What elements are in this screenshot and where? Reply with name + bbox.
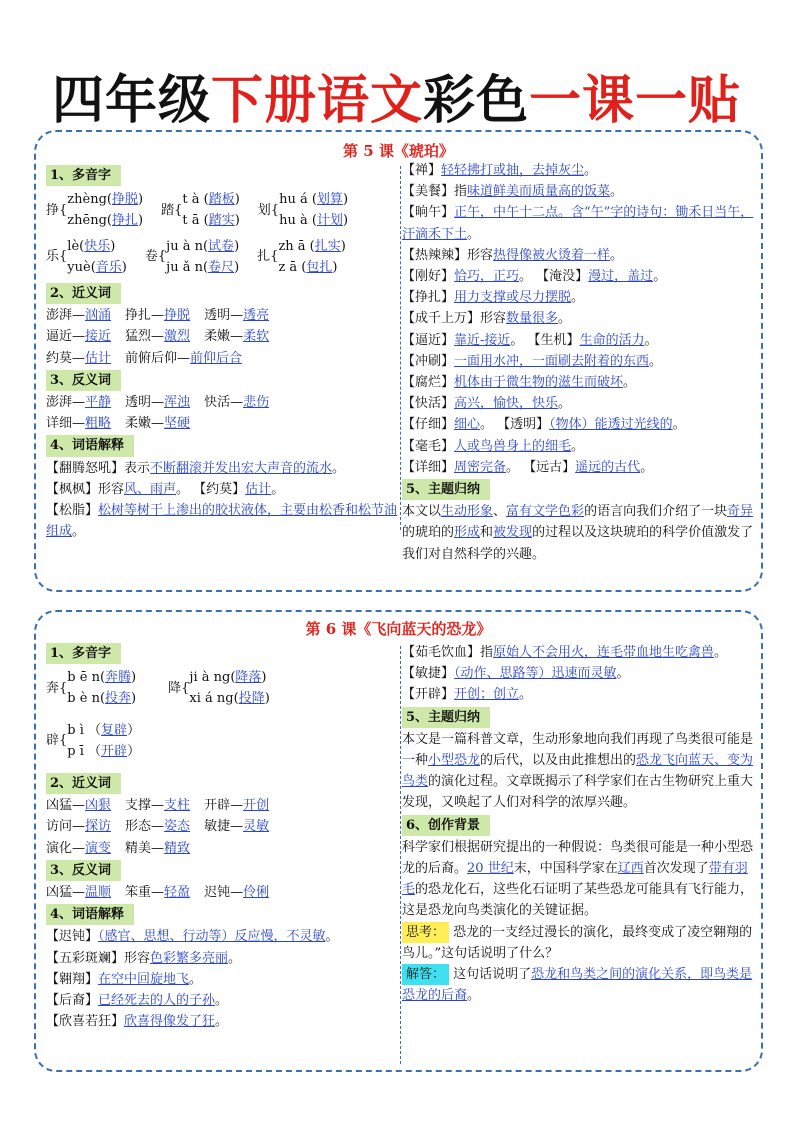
synonym-row: 澎湃—汹涌 挣扎—挣脱 透明—透亮 bbox=[46, 308, 270, 324]
explanation-item: 【松脂】松树等树干上渗出的胶状液体，主要由松香和松节油组成。 bbox=[46, 503, 398, 540]
question-label: 思考： bbox=[402, 922, 449, 943]
page-title: 四年级下册语文彩色一课一贴 bbox=[51, 71, 742, 131]
synonym-row: 凶猛—凶狠 支撑—支柱 开辟—开创 bbox=[46, 798, 270, 814]
answer-text: 解答： 这句话说明了恐龙和鸟类之间的演化关系，即鸟类是恐龙的后裔。 bbox=[402, 964, 754, 1006]
explanation-item: 【美餐】指味道鲜美而质量高的饭菜。 bbox=[402, 184, 624, 200]
section-header: 3、反义词 bbox=[46, 370, 121, 391]
section-header: 2、近义词 bbox=[46, 773, 121, 794]
explanation-item: 【茹毛饮血】指原始人不会用火，连毛带血地生吃禽兽。 bbox=[402, 645, 728, 660]
synonym-row: 访问—探访 形态—姿态 敏捷—灵敏 bbox=[46, 819, 270, 835]
polyphone-row bbox=[46, 720, 398, 762]
section-header: 3、反义词 bbox=[46, 860, 121, 881]
explanation-item: 【毫毛】人或鸟兽身上的细毛。 bbox=[402, 438, 585, 454]
lesson-5-right-column bbox=[402, 160, 754, 565]
synonym-row: 约莫—估计 前俯后仰—前仰后合 bbox=[46, 350, 243, 366]
theme-text: 本文是一篇科普文章，生动形象地向我们再现了鸟类很可能是一种小型恐龙的后代，以及由此推想出的恐龙飞向蓝天、变为鸟类的演化过程。文章既揭示了科学家们在古生物研究上重大发现，又唤起了人们对科学的浓厚兴趣。 bbox=[402, 731, 754, 811]
lesson-5-left-column bbox=[46, 164, 398, 542]
explanation-item: 【逼近】靠近-接近。 【生机】生命的活力。 bbox=[402, 332, 658, 348]
explanation-item: 【禅】轻轻拂打或抽，去掉灰尘。 bbox=[402, 163, 598, 178]
theme-text: 本文以生动形象、富有文学色彩的语言向我们介绍了一块奇异的琥珀的形成和被发现的过程以及这块琥珀的科学价值激发了我们对自然科学的兴趣。 bbox=[402, 504, 754, 562]
section-header: 2、近义词 bbox=[46, 283, 121, 304]
explanation-item: 【翻腾怒吼】表示不断翻滚并发出宏大声音的流水。 bbox=[46, 460, 346, 476]
explanation-item: 【挣扎】用力支撑或尽力摆脱。 bbox=[402, 290, 585, 306]
section-header: 4、词语解释 bbox=[46, 904, 134, 925]
explanation-item: 【开辟】开创；创立。 bbox=[402, 687, 533, 703]
explanation-item: 【刚好】恰巧，正巧。 【淹没】漫过，盖过。 bbox=[402, 269, 667, 285]
explanation-item: 【敏捷】（动作、思路等）迅速而灵敏。 bbox=[402, 666, 630, 682]
lesson-6-right-column bbox=[402, 642, 754, 1006]
lesson-5-card bbox=[34, 130, 763, 592]
explanation-item: 【快活】高兴，愉快，快乐。 bbox=[402, 396, 572, 412]
explanation-item: 【晌午】正午，中午十二点。含“午”字的诗句：锄禾日当午，汗滴禾下土。 bbox=[402, 205, 754, 242]
section-header: 5、主题归纳 bbox=[402, 707, 490, 728]
explanation-item: 【五彩斑斓】形容色彩繁多亮丽。 bbox=[46, 950, 242, 966]
polyphone-group: 奔 { b ē n(奔腾) b è n(投奔) bbox=[46, 670, 137, 707]
section-header: 6、创作背景 bbox=[402, 815, 490, 836]
section-header: 1、多音字 bbox=[46, 643, 121, 664]
polyphone-group: 划 { hu á (划算) hu à (计划) bbox=[257, 192, 349, 229]
explanation-item: 【欣喜若狂】欣喜得像发了狂。 bbox=[46, 1014, 229, 1030]
explanation-item: 【详细】周密完备。 【远古】遥远的古代。 bbox=[402, 459, 654, 475]
lesson-6-title: 第 6 课《飞向蓝天的恐龙》 bbox=[305, 620, 492, 638]
polyphone-group: 卷 { ju à n(试卷) ju ǎ n(卷尺) bbox=[144, 238, 240, 275]
explanation-item: 【热辣辣】形容热得像被火烫着一样。 bbox=[402, 247, 624, 263]
explanation-item: 【冲刷】一面用水冲，一面刷去附着的东西。 bbox=[402, 353, 663, 369]
polyphone-group: 降 { ji à ng(降落) xi á ng(投降) bbox=[168, 670, 270, 707]
antonym-row: 详细—粗略 柔嫩—坚硬 bbox=[46, 416, 191, 432]
synonym-row: 演化—演变 精美—精致 bbox=[46, 840, 191, 856]
polyphone-group: 辟 { b ì （复辟） p ī （开辟） bbox=[46, 722, 141, 759]
column-divider bbox=[400, 166, 401, 530]
polyphone-group: 踏 { t à (踏板) t ā (踏实) bbox=[161, 192, 240, 229]
explanation-item: 【后裔】已经死去的人的子孙。 bbox=[46, 993, 229, 1009]
polyphone-row bbox=[46, 236, 398, 278]
polyphone-row bbox=[46, 189, 398, 231]
question-text: 思考： 恐龙的一支经过漫长的演化，最终变成了凌空翱翔的鸟儿。”这句话说明了什么？ bbox=[402, 922, 754, 964]
polyphone-group: 扎 { zh ā (扎实) z ā (包扎) bbox=[257, 238, 346, 275]
section-header: 4、词语解释 bbox=[46, 435, 134, 456]
lesson-6-left-column bbox=[46, 642, 398, 1032]
background-text: 科学家们根据研究提出的一种假说：鸟类很可能是一种小型恐龙的后裔。20 世纪末，中国科学家在辽西首次发现了带有羽毛的恐龙化石，这些化石证明了某些恐龙可能具有飞行能力，这是恐龙向鸟类演化的关键证据。 bbox=[402, 839, 754, 919]
antonym-row: 澎湃—平静 透明—浑浊 快活—悲伤 bbox=[46, 395, 270, 411]
section-header: 5、主题归纳 bbox=[402, 479, 490, 500]
section-header: 1、多音字 bbox=[46, 165, 121, 186]
synonym-row: 逼近—接近 猛烈—激烈 柔嫩—柔软 bbox=[46, 329, 270, 345]
explanation-item: 【腐烂】机体由于微生物的滋生而破坏。 bbox=[402, 375, 637, 391]
lesson-5-title: 第 5 课《琥珀》 bbox=[343, 142, 454, 160]
polyphone-row bbox=[46, 667, 398, 709]
explanation-item: 【成千上万】形容数量很多。 bbox=[402, 311, 572, 327]
answer-label: 解答： bbox=[402, 964, 449, 985]
column-divider bbox=[400, 646, 401, 1064]
explanation-item: 【枫枫】形容风、雨声。 【约莫】估计。 bbox=[46, 481, 285, 497]
polyphone-group: 乐 { lè(快乐) yuè(音乐) bbox=[46, 238, 127, 275]
explanation-item: 【翱翔】在空中回旋地飞。 bbox=[46, 971, 203, 987]
antonym-row: 凶猛—温顺 笨重—轻盈 迟钝—伶俐 bbox=[46, 885, 270, 901]
explanation-item: 【仔细】细心。 【透明】（物体）能透过光线的。 bbox=[402, 417, 686, 433]
polyphone-group: 挣 { zhèng(挣脱) zhēng(挣扎) bbox=[46, 192, 144, 229]
explanation-item: 【迟钝】（感官、思想、行动等）反应慢，不灵敏。 bbox=[46, 929, 339, 945]
lesson-6-card bbox=[34, 610, 763, 1072]
